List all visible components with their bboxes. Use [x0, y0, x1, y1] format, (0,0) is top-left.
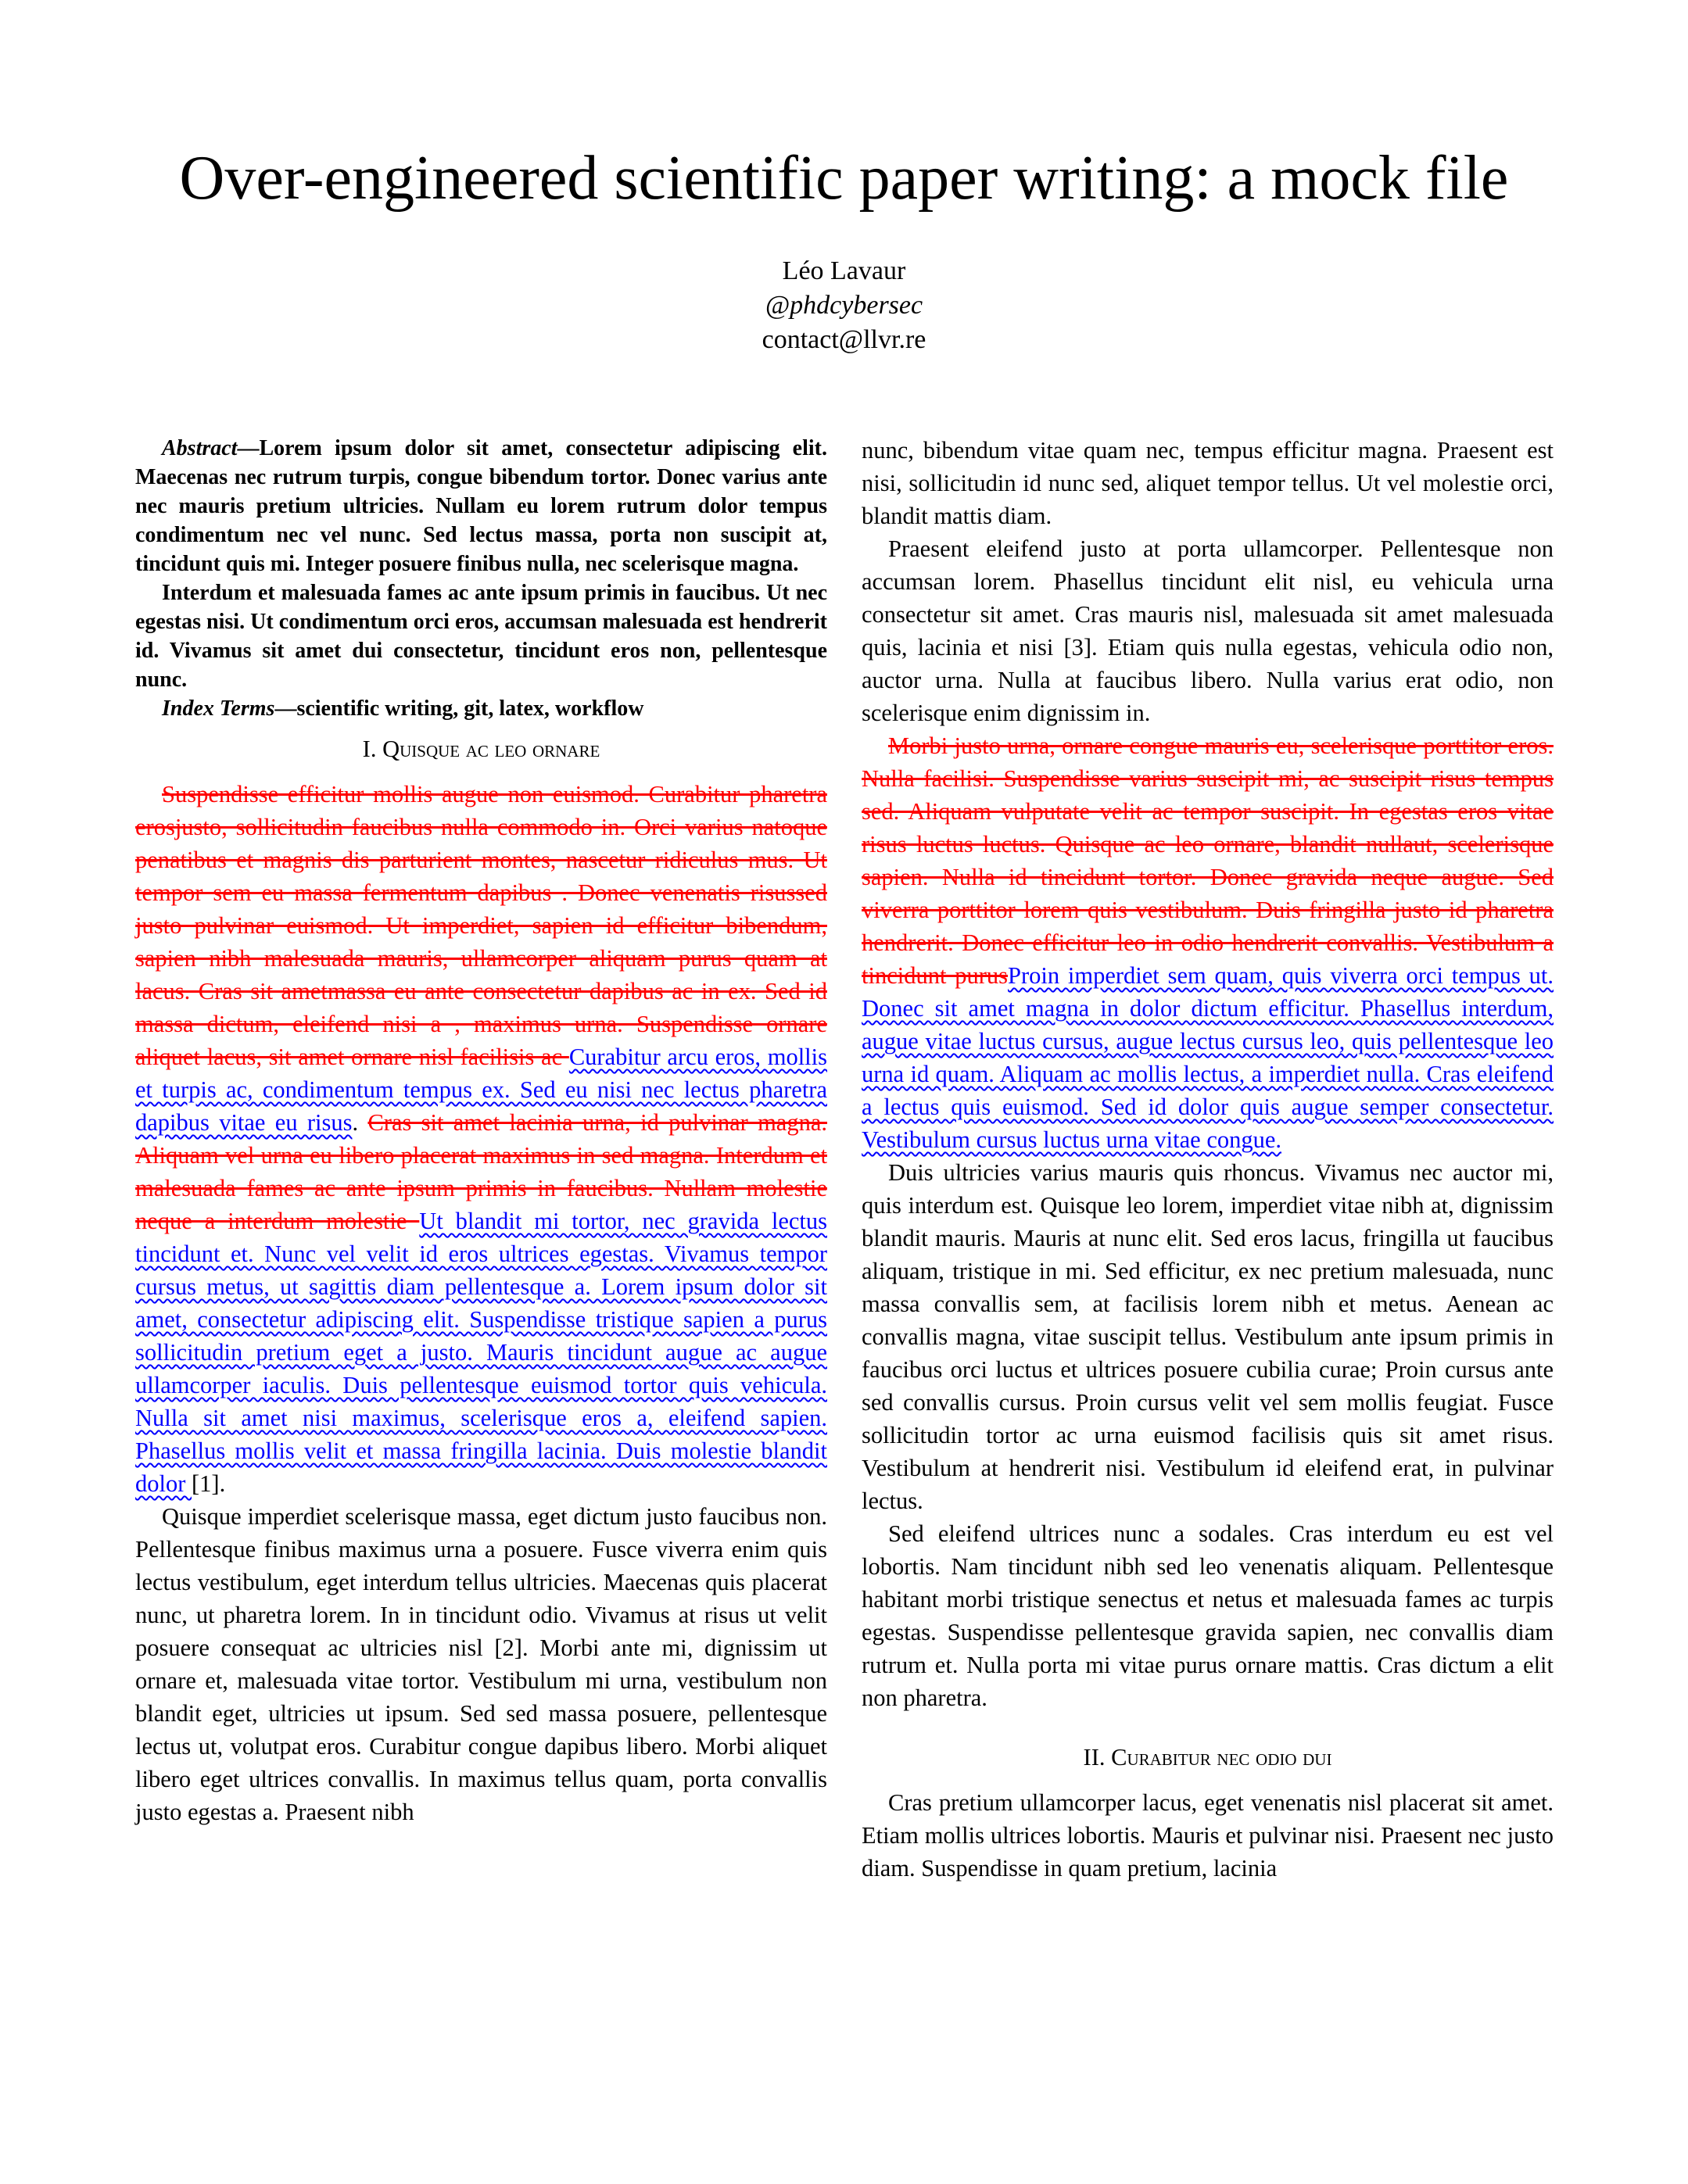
index-terms [135, 694, 827, 723]
section-1-paragraph-2: Quisque imperdiet scelerisque massa, eget dictum justo faucibus non. Pellentesque finibus maximus urna a posuere. Fusce viverra enim quis lectus vestibulum, eget interdum tellus ultricies. Maecenas quis placerat nunc, ut pharetra lorem. In in tincidunt odio. Vivamus at risus ut velit posuere consequat ac ultricies nisl [2]. Morbi ante mi, dignissim ut ornare et, malesuada vitae tortor. Vestibulum mi urna, vestibulum non blandit eget, ultricies ut ipsum. Sed sed massa posuere, pellentesque lectus ut, volutpat eros. Curabitur congue dapibus libero. Morbi aliquet libero eget ultrices convallis. In maximus tellus quam, porta convallis justo egestas a. Praesent nibh [135, 1503, 827, 1825]
section-2-heading: II. Curabitur nec odio dui [1083, 1744, 1332, 1770]
inserted-text: Proin imperdiet sem quam, quis viverra orci tempus ut. Donec sit amet magna in dolor dictum efficitur. Phasellus interdum, augue vitae luctus cursus, augue lectus cursus leo, quis pellentesque leo urna id quam. Aliquam ac mollis lectus, a imperdiet nulla. Cras eleifend a lectus quis euismod. Sed id dolor quis augue semper consectetur. Vestibulum cursus luctus urna vitae congue. [862, 962, 1554, 1153]
deleted-text: Suspendisse efficitur mollis augue non euismod. Curabitur pharetra erosjusto, sollicitudin faucibus nulla commodo in. Orci varius natoque penatibus et magnis dis parturient montes, nascetur ridiculus mus. Ut tempor sem eu massa fermentum dapibus . Donec venenatis risussed justo pulvinar euismod. Ut imperdiet, sapien id efficitur bibendum, sapien nibh malesuada mauris, ullamcorper aliquam purus quam at lacus. Cras sit ametmassa eu ante consectetur dapibus ac in ex. Sed id massa dictum, eleifend nisi a , maximus urna. Suspendisse ornare aliquet lacus, sit amet ornare nisl facilisis ac [135, 781, 827, 1070]
abstract-paragraph-2: Interdum et malesuada fames ac ante ipsum primis in faucibus. Ut nec egestas nisi. Ut condimentum orci eros, accumsan malesuada est hendrerit id. Vivamus sit amet dui consectetur, tincidunt eros non, pellentesque nunc. [135, 581, 827, 692]
paper-title: Over-engineered scientific paper writing: a mock file [179, 144, 1509, 213]
author-name: Léo Lavaur [782, 256, 906, 285]
author-email: contact@llvr.re [762, 325, 926, 354]
inserted-text: Curabitur arcu eros, mollis et turpis ac, condimentum tempus ex. Sed eu nisi nec lectus pharetra dapibus vitae eu risus [135, 1044, 828, 1136]
abstract-text-1: Lorem ipsum dolor sit amet, consectetur adipiscing elit. Maecenas nec rutrum turpis, congue bibendum tortor. Donec varius ante nec mauris pretium ultricies. Nullam eu lorem rutrum dolor tempus condimentum nec vel nunc. Sed lectus massa, porta non suscipit at, tincidunt quis mi. Integer posuere finibus nulla, nec scelerisque magna. [135, 436, 827, 576]
section-2-paragraph-1: Cras pretium ullamcorper lacus, eget venenatis nisl placerat sit amet. Etiam mollis ultrices lobortis. Mauris et pulvinar nisi. Praesent nec justo diam. Suspendisse in quam pretium, lacinia [862, 1789, 1554, 1881]
section-1-paragraph-2-continued: nunc, bibendum vitae quam nec, tempus efficitur magna. Praesent est nisi, sollicitudin id nunc sed, aliquet tempor tellus. Ut vel molestie orci, blandit mattis diam. [862, 437, 1554, 529]
section-1-paragraph-1 [135, 778, 827, 1500]
right-column [862, 434, 1554, 1885]
abstract-dash: — [237, 436, 260, 460]
section-1-paragraph-3: Praesent eleifend justo at porta ullamcorper. Pellentesque non accumsan lorem. Phasellus tincidunt elit nisl, eu vehicula urna consectetur sit amet. Cras mauris nisl, malesuada sit amet malesuada quis, lacinia et nisi [3]. Etiam quis nulla egestas, vehicula odio non, auctor urna. Nulla at faucibus libero. Nulla varius erat odio, non scelerisque enim dignissim in. [862, 535, 1554, 726]
abstract-label: Abstract [162, 436, 238, 460]
abstract-paragraph-1 [135, 434, 827, 578]
left-column [135, 434, 827, 1828]
section-1-paragraph-6: Sed eleifend ultrices nunc a sodales. Cras interdum eu est vel lobortis. Nam tincidunt nibh sed leo venenatis aliquam. Pellentesque habitant morbi tristique senectus et netus et malesuada fames ac turpis egestas. Suspendisse pellentesque gravida sapien, nec convallis diam rutrum et. Nulla porta mi vitae purus ornare mattis. Cras dictum a elit non pharetra. [862, 1520, 1554, 1711]
section-1-paragraph-4 [862, 729, 1554, 1156]
section-1-heading: I. Quisque ac leo ornare [362, 736, 600, 762]
citation: [1]. [192, 1470, 226, 1497]
author-handle: @phdcybersec [765, 291, 923, 320]
deleted-text: Morbi justo urna, ornare congue mauris eu, scelerisque porttitor eros. Nulla facilisi. Suspendisse varius suscipit mi, ac suscipit risus tempus sed. Aliquam vulputate velit ac tempor suscipit. In egestas eros vitae risus luctus luctus. Quisque ac leo ornare, blandit nullaut, scelerisque sapien. Nulla id tincidunt tortor. Donec gravida neque augue. Sed viverra porttitor lorem quis vestibulum. Duis fringilla justo id pharetra hendrerit. Donec efficitur leo in odio hendrerit convallis. Vestibulum a tincidunt purus [862, 732, 1554, 989]
deleted-text: Cras sit amet lacinia urna, id pulvinar magna. Aliquam vel urna eu libero placerat maximus in sed magna. Interdum et malesuada fames ac ante ipsum primis in faucibus. Nullam molestie neque a interdum molestie [135, 1109, 828, 1234]
index-terms-label: Index Terms [162, 696, 275, 721]
index-terms-text: scientific writing, git, latex, workflow [296, 696, 644, 721]
plain-text: . [352, 1109, 368, 1136]
section-1-paragraph-5: Duis ultricies varius mauris quis rhoncus. Vivamus nec auctor mi, quis interdum est. Quisque leo lorem, imperdiet vitae nibh at, dignissim blandit mauris. Mauris at nunc elit. Sed eros lacus, fringilla ut faucibus aliquam, tristique in mi. Sed efficitur, ex nec pretium malesuada, nunc massa convallis sem, at facilisis lorem nibh et metus. Aenean ac convallis magna, vitae suscipit tellus. Vestibulum ante ipsum primis in faucibus orci luctus et ultrices posuere cubilia curae; Proin cursus ante sed convallis cursus. Proin cursus velit vel sem mollis feugiat. Fusce sollicitudin tortor ac urna euismod facilisis quis sit amet risus. Vestibulum at hendrerit nisi. Vestibulum id eleifend erat, in pulvinar lectus. [862, 1159, 1554, 1514]
inserted-text: Ut blandit mi tortor, nec gravida lectus tincidunt et. Nunc vel velit id eros ultrices egestas. Vivamus tempor cursus metus, ut sagittis diam pellentesque a. Lorem ipsum dolor sit amet, consectetur adipiscing elit. Suspendisse tristique sapien a purus sollicitudin pretium eget a justo. Mauris tincidunt augue ac augue ullamcorper iaculis. Duis pellentesque euismod tortor quis vehicula. Nulla sit amet nisi maximus, scelerisque eros a, eleifend sapien. Phasellus mollis velit et massa fringilla lacinia. Duis molestie blandit dolor [135, 1208, 827, 1497]
index-terms-dash: — [274, 696, 297, 721]
